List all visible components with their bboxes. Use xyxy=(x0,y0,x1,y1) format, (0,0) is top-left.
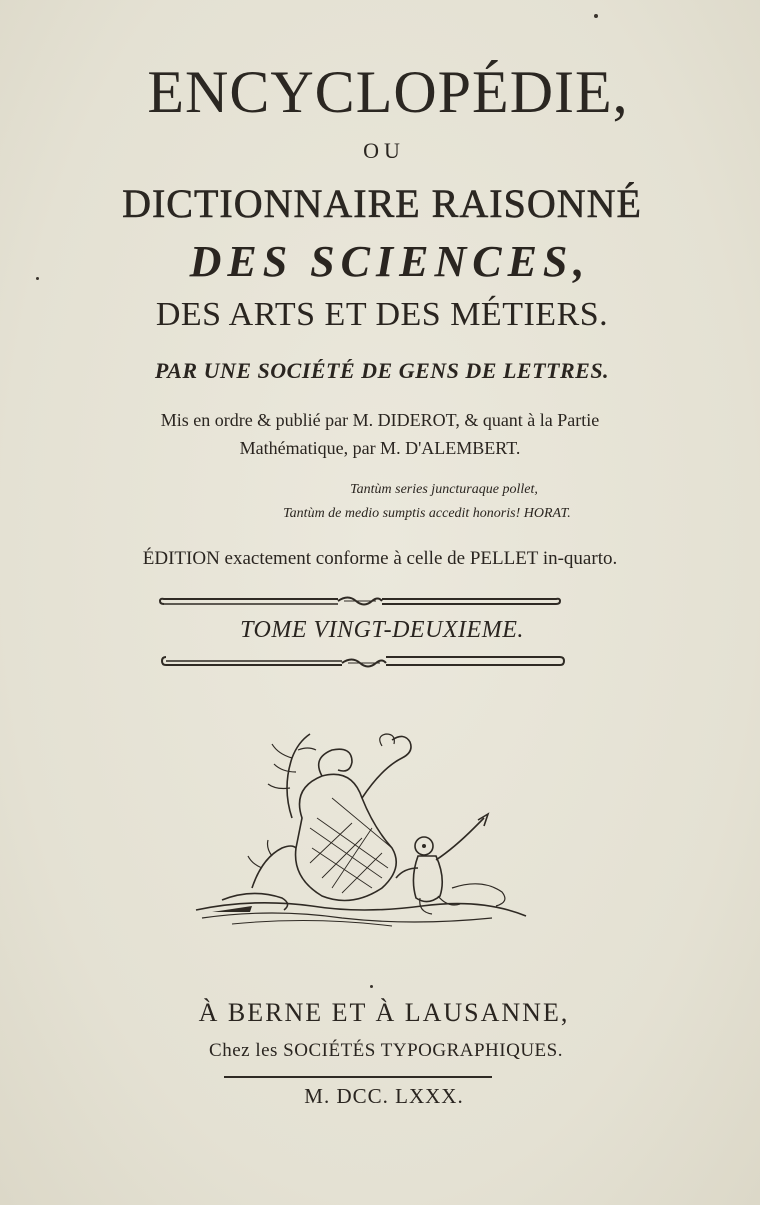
printer-ornament-engraving xyxy=(192,728,532,940)
place-of-publication: À BERNE ET À LAUSANNE, xyxy=(198,998,570,1027)
publisher-line: Chez les SOCIÉTÉS TYPOGRAPHIQUES. xyxy=(209,1040,563,1061)
volume-label: TOME VINGT-DEUXIEME. xyxy=(240,617,524,643)
imprint-rule xyxy=(224,1076,492,1078)
epigraph-line-2: Tantùm de medio sumptis accedit honoris! HORAT. xyxy=(283,506,571,521)
ink-speck xyxy=(594,14,598,18)
ornamental-rule-bottom xyxy=(160,652,566,672)
subtitle-arts: DES ARTS ET DES MÉTIERS. xyxy=(155,296,609,333)
ink-speck xyxy=(370,985,373,988)
editor-line: Mis en ordre & publié par M. DIDEROT, & quant à la Partie xyxy=(160,410,600,430)
epigraph-line-1: Tantùm series juncturaque pollet, xyxy=(350,482,538,497)
ornamental-rule-top xyxy=(158,594,562,614)
subtitle: DICTIONNAIRE RAISONNÉ xyxy=(122,181,642,226)
authors-line: PAR UNE SOCIÉTÉ DE GENS DE LETTRES. xyxy=(154,358,610,383)
edition-line: ÉDITION exactement conforme à celle de PELLET in-quarto. xyxy=(142,548,618,569)
main-title: ENCYCLOPÉDIE, xyxy=(147,59,629,125)
title-conjunction: OU xyxy=(363,138,405,163)
publication-date: M. DCC. LXXX. xyxy=(304,1084,464,1108)
mathematics-editor-line: Mathématique, par M. D'ALEMBERT. xyxy=(239,438,521,458)
subtitle-sciences: DES SCIENCES, xyxy=(189,237,591,286)
